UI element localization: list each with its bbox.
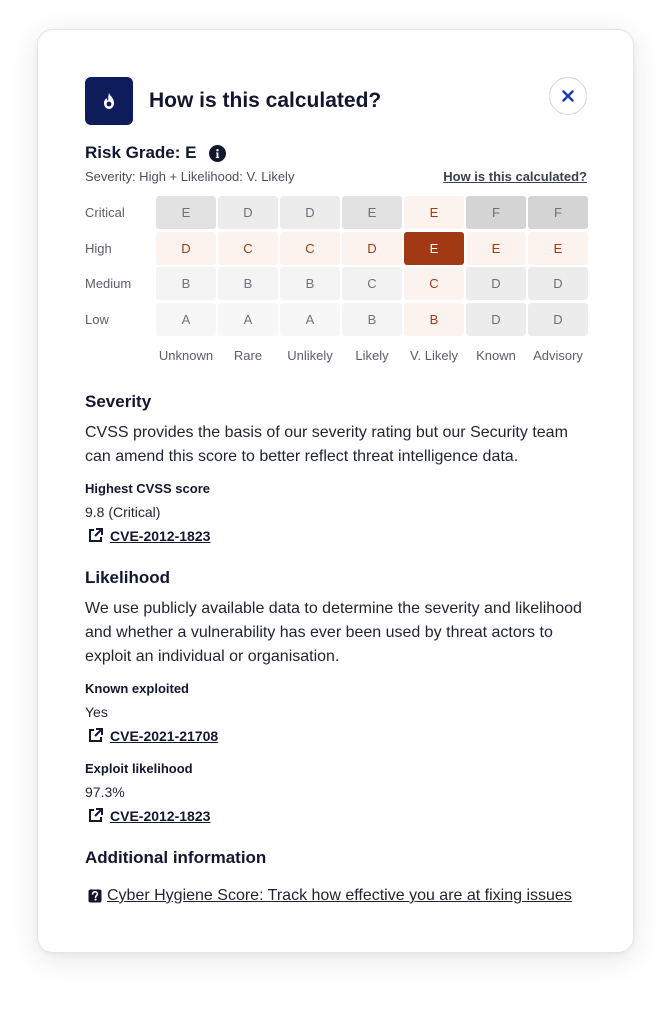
matrix-cell: B	[404, 303, 464, 336]
exploit-likelihood-value: 97.3%	[85, 784, 125, 800]
matrix-cell: C	[280, 232, 340, 265]
risk-summary: Severity: High + Likelihood: V. Likely	[85, 169, 295, 184]
likelihood-heading: Likelihood	[85, 568, 170, 587]
severity-cve-text: CVE-2012-1823	[110, 527, 211, 544]
risk-grade-heading	[85, 142, 226, 164]
matrix-cell: B	[156, 267, 216, 300]
matrix-cell: C	[218, 232, 278, 265]
flame-icon	[85, 77, 133, 125]
matrix-column-label: Unlikely	[287, 348, 333, 363]
likelihood-description: We use publicly available data to determine the severity and likelihood and whether a vulnerability has ever been used by threat actors to exploit an individual or organisation.	[85, 600, 582, 665]
modal-title: How is this calculated?	[149, 89, 382, 112]
matrix-cell: D	[466, 267, 526, 300]
additional-info-heading: Additional information	[85, 848, 267, 867]
matrix-cell: A	[156, 303, 216, 336]
risk-grade-label: Risk Grade: E	[85, 143, 197, 162]
matrix-cell: C	[404, 267, 464, 300]
matrix-column-label: Known	[476, 348, 516, 363]
exploit-cve-text: CVE-2012-1823	[110, 807, 211, 824]
known-cve-link[interactable]	[87, 727, 218, 744]
matrix-row-label: Medium	[85, 276, 132, 292]
matrix-cell: D	[528, 267, 588, 300]
matrix-cell: E	[404, 196, 464, 229]
calculation-modal	[37, 29, 634, 953]
exploit-likelihood-label: Exploit likelihood	[85, 761, 193, 776]
matrix-row-label: Critical	[85, 205, 125, 220]
highest-cvss-label: Highest CVSS score	[85, 481, 210, 496]
matrix-cell: A	[218, 303, 278, 336]
matrix-row-label: Low	[85, 312, 109, 328]
matrix-cell: D	[528, 303, 588, 336]
info-icon[interactable]	[209, 145, 226, 162]
external-link-icon	[87, 807, 104, 824]
matrix-row-label: High	[85, 240, 112, 256]
matrix-cell: E	[404, 232, 464, 265]
close-icon	[562, 90, 574, 102]
matrix-cell: D	[156, 232, 216, 265]
known-exploited-value: Yes	[85, 704, 108, 720]
known-exploited-label: Known exploited	[85, 681, 189, 696]
exploit-cve-link[interactable]	[87, 807, 210, 824]
matrix-cell: B	[280, 267, 340, 300]
matrix-cell: B	[218, 267, 278, 300]
highest-cvss-value: 9.8 (Critical)	[85, 504, 161, 520]
how-calculated-link[interactable]: How is this calculated?	[443, 169, 587, 184]
known-cve-text: CVE-2021-21708	[110, 727, 219, 744]
matrix-column-label: V. Likely	[410, 348, 458, 363]
severity-cve-link[interactable]	[87, 527, 210, 544]
severity-description: CVSS provides the basis of our severity rating but our Security team can amend this score to better reflect threat intelligence data.	[85, 424, 568, 465]
matrix-cell: F	[528, 196, 588, 229]
matrix-cell: E	[156, 196, 216, 229]
external-link-icon	[87, 727, 104, 744]
matrix-cell: E	[342, 196, 402, 229]
matrix-cell: C	[342, 267, 402, 300]
close-button[interactable]	[549, 77, 587, 115]
matrix-cell: D	[466, 303, 526, 336]
matrix-cell: D	[218, 196, 278, 229]
matrix-cell: E	[528, 232, 588, 265]
matrix-cell: E	[466, 232, 526, 265]
matrix-column-label: Unknown	[158, 348, 214, 363]
matrix-column-label: Rare	[233, 348, 263, 363]
matrix-cell: F	[466, 196, 526, 229]
cyber-hygiene-link[interactable]	[88, 887, 572, 905]
matrix-column-label: Advisory	[533, 348, 583, 363]
matrix-cell: D	[280, 196, 340, 229]
help-square-icon	[88, 889, 102, 903]
severity-heading: Severity	[85, 392, 152, 411]
matrix-column-label: Likely	[355, 348, 389, 363]
cyber-hygiene-text: Cyber Hygiene Score: Track how effective you are at fixing issues	[107, 887, 572, 904]
matrix-cell: D	[342, 232, 402, 265]
matrix-cell: B	[342, 303, 402, 336]
external-link-icon	[87, 527, 104, 544]
matrix-cell: A	[280, 303, 340, 336]
